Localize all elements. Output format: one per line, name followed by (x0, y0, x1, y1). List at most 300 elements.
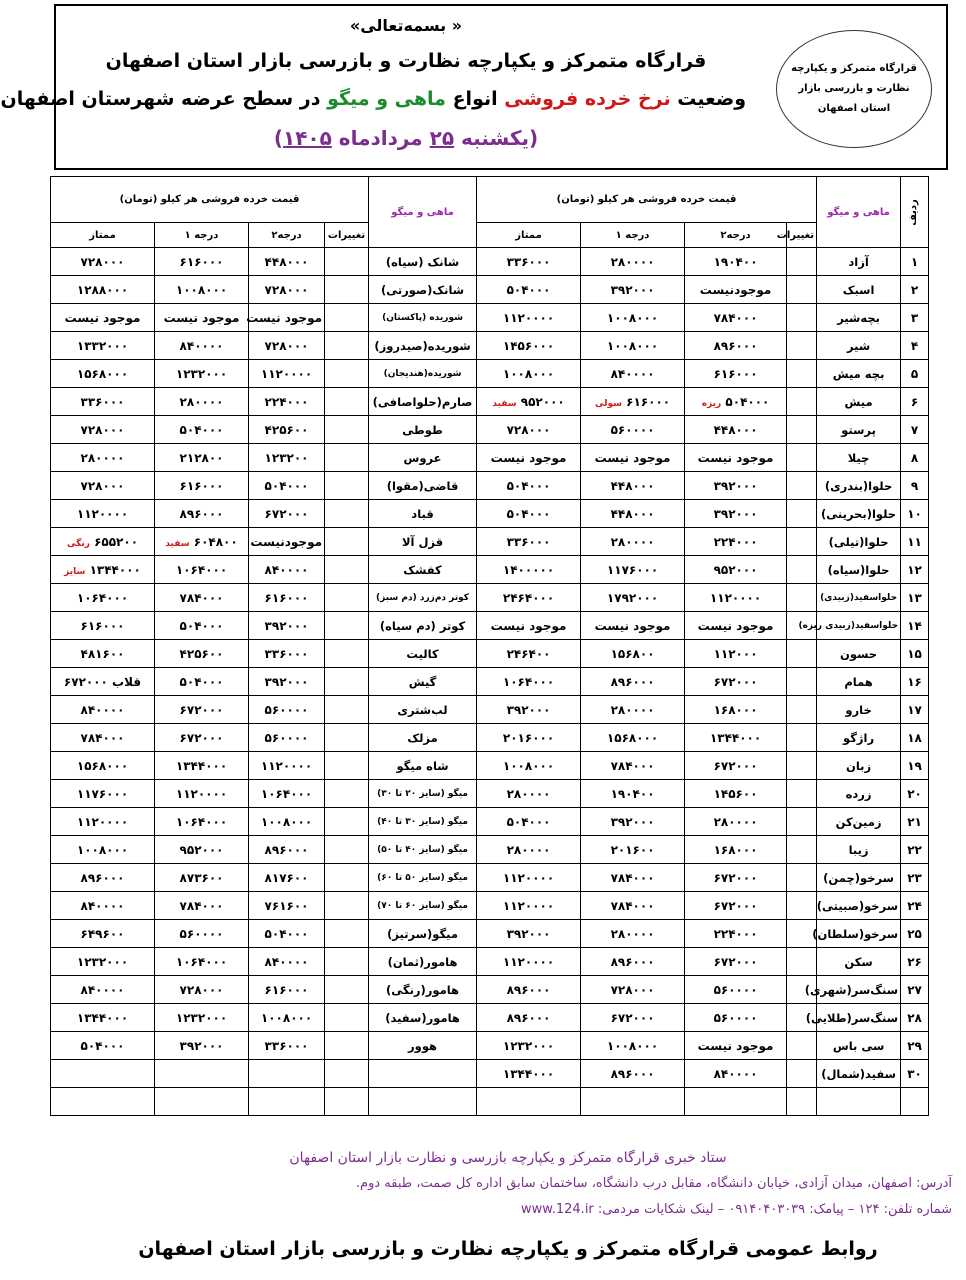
price-grade2: ۱۲۳۲۰۰ (249, 444, 325, 472)
row-number: ۱۹ (901, 752, 929, 780)
fish-name: زبان (817, 752, 901, 780)
changes-cell (325, 528, 369, 556)
date-day: ۲۵ (429, 126, 455, 150)
price-grade2: ۳۹۲۰۰۰ (685, 472, 787, 500)
price-grade2: ۶۷۲۰۰۰ (685, 752, 787, 780)
price-grade2: ۴۴۸۰۰۰ (685, 416, 787, 444)
fish-name: هامور(ثمان) (369, 948, 477, 976)
price-grade2: ۸۹۶۰۰۰ (249, 836, 325, 864)
price-premium: ۷۲۸۰۰۰ (51, 416, 155, 444)
price-grade1: ۲۸۰۰۰۰ (155, 388, 249, 416)
price-premium: ۸۴۰۰۰۰ (51, 892, 155, 920)
price-premium: ۵۰۴۰۰۰ (477, 808, 581, 836)
price-grade2: ۴۴۸۰۰۰ (249, 248, 325, 276)
price-grade1: ۱۰۶۴۰۰۰ (155, 808, 249, 836)
price-grade2: ۷۸۴۰۰۰ (685, 304, 787, 332)
date-month: مردادماه (338, 126, 423, 150)
price-grade1: ۷۲۸۰۰۰ (155, 976, 249, 1004)
changes-cell (787, 696, 817, 724)
row-number: ۲۱ (901, 808, 929, 836)
subtitle-part-5: در سطح عرضه شهرستان اصفهان (0, 88, 321, 110)
col-grade1-right: درجه ۱ (581, 223, 685, 248)
price-grade2: ۵۰۴۰۰۰ (249, 920, 325, 948)
price-grade1: ۶۱۶۰۰۰ سولی (581, 388, 685, 416)
table-row (51, 948, 929, 976)
price-note: ریزه (701, 398, 722, 409)
price-grade1: ۱۵۶۸۰۰۰ (581, 724, 685, 752)
fish-name: بچه‌شیر (817, 304, 901, 332)
price-premium: ۸۹۶۰۰۰ (477, 976, 581, 1004)
price-grade1: ۱۰۰۸۰۰۰ (581, 304, 685, 332)
table-row (51, 528, 929, 556)
price-grade2: ۳۹۲۰۰۰ (685, 500, 787, 528)
price-premium: ۶۵۵۲۰۰ رنگی (51, 528, 155, 556)
price-grade1: ۶۷۲۰۰۰ (155, 724, 249, 752)
subtitle-part-3: انواع (452, 88, 498, 110)
changes-cell (325, 1060, 369, 1088)
price-note: سولی (595, 398, 622, 409)
fish-name: خارو (817, 696, 901, 724)
price-grade2: ۱۰۰۸۰۰۰ (249, 808, 325, 836)
changes-cell (325, 780, 369, 808)
fish-name: راژگو (817, 724, 901, 752)
table-row (51, 1060, 929, 1088)
empty-cell (901, 1088, 929, 1116)
price-grade2: ۱۹۰۴۰۰ (685, 248, 787, 276)
price-premium: ۹۵۲۰۰۰ سفید (477, 388, 581, 416)
price-grade1: ۶۷۲۰۰۰ (581, 1004, 685, 1032)
row-number: ۲۷ (901, 976, 929, 1004)
subtitle-part-2: نرخ خرده فروشی (504, 88, 671, 110)
changes-cell (325, 500, 369, 528)
fish-name: کوتر (دم سیاه) (369, 612, 477, 640)
fish-name: شانک (سیاه) (369, 248, 477, 276)
changes-cell (325, 836, 369, 864)
table-row (51, 1004, 929, 1032)
seal-line-2: نظارت و بازرسی بازار (798, 83, 910, 94)
changes-cell (787, 752, 817, 780)
changes-cell (787, 332, 817, 360)
fish-name: هامور(سفید) (369, 1004, 477, 1032)
row-number: ۱۳ (901, 584, 929, 612)
price-premium: ۸۴۰۰۰۰ (51, 976, 155, 1004)
fish-name: سرخو(چمن) (817, 864, 901, 892)
price-grade2: موجودنیست (249, 528, 325, 556)
col-premium-left: ممتاز (51, 223, 155, 248)
fish-name: قباد (369, 500, 477, 528)
changes-cell (325, 696, 369, 724)
price-grade1: ۸۷۳۶۰۰ (155, 864, 249, 892)
fish-name: مزلک (369, 724, 477, 752)
table-row (51, 836, 929, 864)
table-row-empty (51, 1088, 929, 1116)
price-grade1: ۲۸۰۰۰۰ (581, 248, 685, 276)
price-grade2: موجود نیست (685, 444, 787, 472)
price-grade1: ۷۸۴۰۰۰ (581, 892, 685, 920)
price-grade1: ۳۹۲۰۰۰ (581, 276, 685, 304)
price-grade2: ۴۲۵۶۰۰ (249, 416, 325, 444)
price-table (50, 176, 929, 1116)
table-row (51, 892, 929, 920)
price-grade1: ۷۸۴۰۰۰ (155, 892, 249, 920)
price-premium: ۱۰۶۴۰۰۰ (477, 668, 581, 696)
price-grade2: ۸۹۶۰۰۰ (685, 332, 787, 360)
fish-name: هامور(رنگی) (369, 976, 477, 1004)
fish-name: حلواسفید(زبیدی ریزه) (817, 612, 901, 640)
fish-name: کالیت (369, 640, 477, 668)
fish-name: شوریده(صیدروز) (369, 332, 477, 360)
footer-public-relations: روابط عمومی قرارگاه متمرکز و یکپارچه نظارت و بازرسی بازار استان اصفهان (138, 1238, 878, 1260)
row-number: ۱۱ (901, 528, 929, 556)
changes-cell (787, 808, 817, 836)
price-grade1: ۳۹۲۰۰۰ (581, 808, 685, 836)
fish-name: سنگ‌سر(طلایی) (817, 1004, 901, 1032)
price-grade1: ۸۹۶۰۰۰ (581, 668, 685, 696)
row-number: ۲۸ (901, 1004, 929, 1032)
changes-cell (325, 640, 369, 668)
price-premium: ۱۳۳۲۰۰۰ (51, 332, 155, 360)
changes-cell (787, 360, 817, 388)
empty-cell (477, 1088, 581, 1116)
price-grade1: ۴۴۸۰۰۰ (581, 472, 685, 500)
changes-cell (787, 500, 817, 528)
price-grade2: ۵۶۰۰۰۰ (249, 724, 325, 752)
table-row (51, 360, 929, 388)
table-row (51, 472, 929, 500)
price-grade2: ۶۱۶۰۰۰ (249, 976, 325, 1004)
col-changes-right: تغییرات (787, 223, 817, 248)
price-premium: ۱۱۷۶۰۰۰ (51, 780, 155, 808)
fish-name: پرستو (817, 416, 901, 444)
changes-cell (787, 304, 817, 332)
table-row (51, 780, 929, 808)
changes-cell (325, 388, 369, 416)
price-grade2: موجود نیست (685, 612, 787, 640)
col-price-right: قیمت خرده فروشی هر کیلو (تومان) (477, 177, 817, 223)
changes-cell (787, 584, 817, 612)
price-premium: ۱۱۲۰۰۰۰ (477, 892, 581, 920)
changes-cell (787, 248, 817, 276)
fish-name: حلواسفید(زبیدی) (817, 584, 901, 612)
price-premium: ۱۰۰۸۰۰۰ (477, 752, 581, 780)
empty-cell (581, 1088, 685, 1116)
price-grade1: ۶۷۲۰۰۰ (155, 696, 249, 724)
price-grade2: ۱۰۰۸۰۰۰ (249, 1004, 325, 1032)
changes-cell (787, 892, 817, 920)
empty-cell (155, 1088, 249, 1116)
row-number: ۲۹ (901, 1032, 929, 1060)
empty-cell (787, 1088, 817, 1116)
price-note: رنگی (66, 538, 90, 549)
row-number: ۱۷ (901, 696, 929, 724)
col-price-left: قیمت خرده فروشی هر کیلو (تومان) (51, 177, 369, 223)
fish-name: شیر (817, 332, 901, 360)
table-row (51, 276, 929, 304)
table-row (51, 584, 929, 612)
changes-cell (787, 1060, 817, 1088)
price-grade1: ۹۵۲۰۰۰ (155, 836, 249, 864)
price-grade1: ۱۰۰۸۰۰۰ (581, 1032, 685, 1060)
fish-name: طوطی (369, 416, 477, 444)
price-premium: ۱۱۲۰۰۰۰ (51, 808, 155, 836)
price-grade1 (155, 1060, 249, 1088)
price-grade2: ۳۹۲۰۰۰ (249, 612, 325, 640)
row-number: ۱۴ (901, 612, 929, 640)
changes-cell (325, 612, 369, 640)
changes-cell (325, 1004, 369, 1032)
table-row (51, 668, 929, 696)
price-grade1: موجود نیست (581, 444, 685, 472)
fish-name: آزاد (817, 248, 901, 276)
price-grade1: ۷۸۴۰۰۰ (581, 752, 685, 780)
price-grade1: ۶۱۶۰۰۰ (155, 472, 249, 500)
price-premium: ۱۵۶۸۰۰۰ (51, 360, 155, 388)
fish-name: هوور (369, 1032, 477, 1060)
changes-cell (325, 584, 369, 612)
footer-news-staff: ستاد خبری قرارگاه متمرکز و یکپارچه بازرسی و نظارت بازار استان اصفهان (289, 1150, 727, 1166)
row-number: ۳ (901, 304, 929, 332)
fish-name: بچه میش (817, 360, 901, 388)
price-grade1: ۷۸۴۰۰۰ (155, 584, 249, 612)
price-grade2: موجودنیست (685, 276, 787, 304)
price-grade2: ۵۶۰۰۰۰ (685, 1004, 787, 1032)
fish-name: میگو (سایز ۲۰ تا ۳۰) (369, 780, 477, 808)
fish-name: میگو (سایز ۶۰ تا ۷۰) (369, 892, 477, 920)
price-premium: ۶۴۹۶۰۰ (51, 920, 155, 948)
row-number: ۶ (901, 388, 929, 416)
price-premium: ۳۳۶۰۰۰ (477, 528, 581, 556)
price-premium: ۴۸۱۶۰۰ (51, 640, 155, 668)
price-premium: ۶۱۶۰۰۰ (51, 612, 155, 640)
table-row (51, 612, 929, 640)
fish-name: قزل آلا (369, 528, 477, 556)
changes-cell (325, 472, 369, 500)
row-number: ۲۴ (901, 892, 929, 920)
fish-name: میگو (سایز ۵۰ تا ۶۰) (369, 864, 477, 892)
table-row (51, 556, 929, 584)
price-grade2: ۱۰۶۴۰۰۰ (249, 780, 325, 808)
fish-name: گیش (369, 668, 477, 696)
changes-cell (325, 864, 369, 892)
price-grade1: ۵۶۰۰۰۰ (155, 920, 249, 948)
price-grade2: ۸۴۰۰۰۰ (249, 556, 325, 584)
row-number: ۱۵ (901, 640, 929, 668)
price-grade1: ۱۰۶۴۰۰۰ (155, 556, 249, 584)
table-row (51, 752, 929, 780)
col-premium-right: ممتاز (477, 223, 581, 248)
changes-cell (325, 920, 369, 948)
price-grade2: ۱۶۸۰۰۰ (685, 696, 787, 724)
price-premium: ۱۴۰۰۰۰۰ (477, 556, 581, 584)
price-premium: ۱۳۴۴۰۰۰ (51, 1004, 155, 1032)
price-grade1: ۸۹۶۰۰۰ (155, 500, 249, 528)
price-premium: ۱۰۶۴۰۰۰ (51, 584, 155, 612)
price-note: سفید (492, 398, 517, 409)
price-premium: موجود نیست (51, 304, 155, 332)
row-number: ۱ (901, 248, 929, 276)
price-grade1: ۱۲۳۲۰۰۰ (155, 360, 249, 388)
col-grade2-left: درجه۲ (249, 223, 325, 248)
fish-name: سکن (817, 948, 901, 976)
changes-cell (325, 332, 369, 360)
row-number: ۴ (901, 332, 929, 360)
fish-name: حلوا(بحرینی) (817, 500, 901, 528)
price-grade1: ۸۴۰۰۰۰ (581, 360, 685, 388)
col-fish-name-left: ماهی و میگو (369, 177, 477, 248)
price-grade2: ۳۳۶۰۰۰ (249, 640, 325, 668)
price-premium: ۳۳۶۰۰۰ (51, 388, 155, 416)
changes-cell (787, 864, 817, 892)
report-date (66, 126, 746, 150)
price-grade2: ۸۴۰۰۰۰ (249, 948, 325, 976)
price-premium: ۷۸۴۰۰۰ (51, 724, 155, 752)
price-grade1: ۱۱۲۰۰۰۰ (155, 780, 249, 808)
changes-cell (787, 724, 817, 752)
changes-cell (325, 752, 369, 780)
price-premium: ۷۲۸۰۰۰ (477, 416, 581, 444)
changes-cell (325, 976, 369, 1004)
price-grade1: موجود نیست (155, 304, 249, 332)
price-premium: قلاب ۶۷۲۰۰۰ (51, 668, 155, 696)
fish-name: حلوا(سیاه) (817, 556, 901, 584)
price-grade1: ۷۸۴۰۰۰ (581, 864, 685, 892)
price-premium: موجود نیست (477, 612, 581, 640)
table-row (51, 332, 929, 360)
changes-cell (325, 808, 369, 836)
table-header-row-2 (51, 223, 929, 248)
changes-cell (325, 556, 369, 584)
price-grade1: ۱۷۹۲۰۰۰ (581, 584, 685, 612)
price-premium: ۳۹۲۰۰۰ (477, 696, 581, 724)
price-premium: ۷۲۸۰۰۰ (51, 472, 155, 500)
changes-cell (787, 444, 817, 472)
row-number: ۷ (901, 416, 929, 444)
price-grade2: ۲۸۰۰۰۰ (685, 808, 787, 836)
fish-name: حلوا(تیلی) (817, 528, 901, 556)
price-grade2: ۱۱۲۰۰۰۰ (249, 752, 325, 780)
price-premium (51, 1060, 155, 1088)
price-grade2: ۱۱۲۰۰۰ (685, 640, 787, 668)
price-grade1: موجود نیست (581, 612, 685, 640)
empty-cell (51, 1088, 155, 1116)
price-premium: ۱۲۸۸۰۰۰ (51, 276, 155, 304)
price-premium: ۸۹۶۰۰۰ (477, 1004, 581, 1032)
price-premium: ۷۲۸۰۰۰ (51, 248, 155, 276)
table-row (51, 304, 929, 332)
price-grade2: ۶۷۲۰۰۰ (249, 500, 325, 528)
price-premium: ۳۳۶۰۰۰ (477, 248, 581, 276)
price-premium: ۱۴۵۶۰۰۰ (477, 332, 581, 360)
changes-cell (787, 472, 817, 500)
table-row (51, 640, 929, 668)
fish-name: چیلا (817, 444, 901, 472)
seal-line-3: استان اصفهان (817, 103, 891, 114)
table-row (51, 388, 929, 416)
price-grade1: ۸۴۰۰۰۰ (155, 332, 249, 360)
changes-cell (787, 416, 817, 444)
changes-cell (325, 444, 369, 472)
price-grade1: ۱۰۶۴۰۰۰ (155, 948, 249, 976)
price-premium: ۱۱۲۰۰۰۰ (51, 500, 155, 528)
price-grade2: ۶۱۶۰۰۰ (249, 584, 325, 612)
table-row (51, 696, 929, 724)
price-premium: ۲۸۰۰۰۰ (51, 444, 155, 472)
fish-name: کوتر دم‌زرد (دم سبز) (369, 584, 477, 612)
price-grade2: ۱۳۴۴۰۰۰ (685, 724, 787, 752)
empty-cell (325, 1088, 369, 1116)
price-grade1: ۷۲۸۰۰۰ (581, 976, 685, 1004)
price-grade1: ۴۲۵۶۰۰ (155, 640, 249, 668)
col-grade1-left: درجه ۱ (155, 223, 249, 248)
price-premium: ۸۴۰۰۰۰ (51, 696, 155, 724)
price-grade2: ۱۱۲۰۰۰۰ (685, 584, 787, 612)
changes-cell (325, 724, 369, 752)
price-grade2: ۱۶۸۰۰۰ (685, 836, 787, 864)
fish-name: زیبا (817, 836, 901, 864)
price-grade2: ۵۰۴۰۰۰ (249, 472, 325, 500)
changes-cell (325, 248, 369, 276)
fish-name: عروس (369, 444, 477, 472)
row-number: ۲۳ (901, 864, 929, 892)
changes-cell (325, 360, 369, 388)
price-grade2: ۳۹۲۰۰۰ (249, 668, 325, 696)
price-grade2: ۶۷۲۰۰۰ (685, 864, 787, 892)
price-grade2: ۵۶۰۰۰۰ (685, 976, 787, 1004)
price-grade1: ۳۹۲۰۰۰ (155, 1032, 249, 1060)
row-number: ۱۰ (901, 500, 929, 528)
changes-cell (787, 640, 817, 668)
price-premium: ۱۰۰۸۰۰۰ (477, 360, 581, 388)
changes-cell (325, 304, 369, 332)
fish-name: میش (817, 388, 901, 416)
price-premium: ۵۰۴۰۰۰ (477, 472, 581, 500)
fish-name: میگو(سرتیز) (369, 920, 477, 948)
table-row (51, 724, 929, 752)
price-grade1: ۱۰۰۸۰۰۰ (581, 332, 685, 360)
fish-name: زرده (817, 780, 901, 808)
price-grade1: ۵۰۴۰۰۰ (155, 416, 249, 444)
price-premium: ۵۰۴۰۰۰ (477, 500, 581, 528)
fish-name: سرخو(سلطان) (817, 920, 901, 948)
fish-name: همام (817, 668, 901, 696)
changes-cell (325, 892, 369, 920)
row-number: ۱۶ (901, 668, 929, 696)
changes-cell (325, 1032, 369, 1060)
price-grade2: ۸۴۰۰۰۰ (685, 1060, 787, 1088)
fish-name: سی باس (817, 1032, 901, 1060)
price-premium: ۱۳۴۴۰۰۰ سایز (51, 556, 155, 584)
fish-name: کفشک (369, 556, 477, 584)
fish-name: سنگ‌سر(شهری) (817, 976, 901, 1004)
price-grade2: ۲۲۴۰۰۰ (685, 920, 787, 948)
price-grade2: موجود نیست (249, 304, 325, 332)
report-subtitle (0, 88, 746, 110)
fish-name: میگو (سایز ۴۰ تا ۵۰) (369, 836, 477, 864)
fish-name: سفید(شمال) (817, 1060, 901, 1088)
price-grade1: ۸۹۶۰۰۰ (581, 1060, 685, 1088)
table-row (51, 444, 929, 472)
price-grade2: ۱۴۵۶۰۰ (685, 780, 787, 808)
changes-cell (787, 276, 817, 304)
price-grade1: ۱۳۴۴۰۰۰ (155, 752, 249, 780)
seal-line-1: قرارگاه متمرکز و یکپارچه (791, 63, 917, 74)
price-grade2 (249, 1060, 325, 1088)
row-number: ۲۰ (901, 780, 929, 808)
changes-cell (787, 668, 817, 696)
report-header (0, 4, 948, 170)
price-grade2: ۲۲۴۰۰۰ (249, 388, 325, 416)
changes-cell (325, 668, 369, 696)
